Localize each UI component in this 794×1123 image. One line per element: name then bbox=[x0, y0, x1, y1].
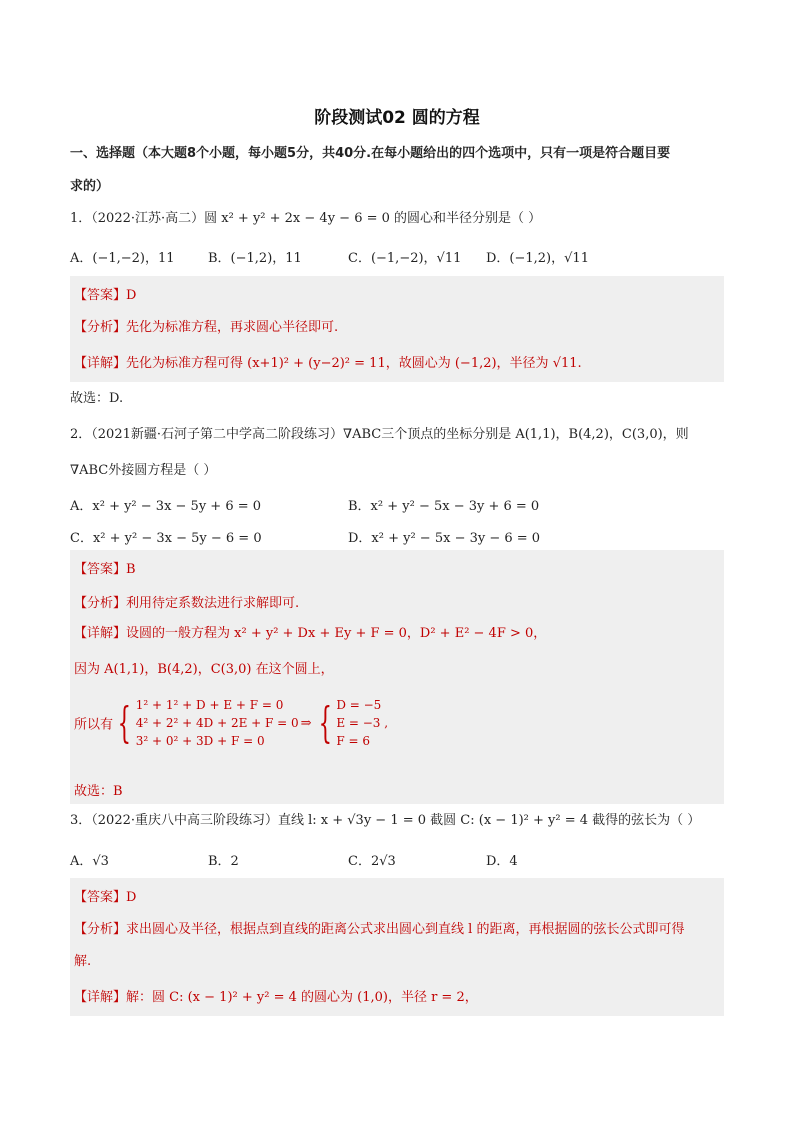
system-right: D = −5 E = −3 , F = 6 bbox=[336, 698, 389, 748]
q2-option-b: B．x² + y² − 5x − 3y + 6 = 0 bbox=[348, 499, 540, 514]
q1-option-b: B．(−1,2)，11 bbox=[208, 251, 302, 266]
q3-answer: 【答案】D bbox=[74, 890, 137, 905]
q1-detail: 【详解】先化为标准方程可得 (x+1)² + (y−2)² = 11，故圆心为 (−1,2)，半径为 √11. bbox=[74, 356, 582, 371]
left-brace: { bbox=[117, 698, 132, 747]
q2-answer: 【答案】B bbox=[74, 562, 136, 577]
q1-answer: 【答案】D bbox=[74, 288, 137, 303]
q2-choose: 故选：B bbox=[74, 784, 123, 799]
right-brace: { bbox=[318, 698, 332, 747]
q2-option-c: C．x² + y² − 3x − 5y − 6 = 0 bbox=[70, 531, 262, 546]
section-header-line1: 一、选择题（本大题8个小题，每小题5分，共40分.在每小题给出的四个选项中，只有一项是符合题目要 bbox=[70, 146, 671, 161]
q1-option-c: C．(−1,−2)，√11 bbox=[348, 251, 462, 266]
q3-option-b: B．2 bbox=[208, 854, 239, 869]
q2-stem-line2: ∇ABC外接圆方程是（ ） bbox=[70, 463, 217, 478]
q1-option-d: D．(−1,2)，√11 bbox=[486, 251, 589, 266]
q2-analysis: 【分析】利用待定系数法进行求解即可. bbox=[74, 596, 300, 611]
q2-solution-box bbox=[70, 550, 724, 804]
q1-choose: 故选：D. bbox=[70, 391, 124, 406]
q3-option-a: A．√3 bbox=[70, 854, 109, 869]
q2-stem-line1: 2．（2021新疆·石河子第二中学高二阶段练习）∇ABC三个顶点的坐标分别是 A(1,1)，B(4,2)，C(3,0)，则 bbox=[70, 427, 689, 442]
q3-detail: 【详解】解：圆 C: (x − 1)² + y² = 4 的圆心为 (1,0)，半径 r = 2， bbox=[74, 990, 478, 1005]
system-left: 1² + 1² + D + E + F = 0 4² + 2² + 4D + 2E + F = 0 3² + 0² + 3D + F = 0 bbox=[135, 698, 299, 748]
q1-solution-box bbox=[70, 276, 724, 382]
q1-option-a: A．(−1,−2)，11 bbox=[70, 251, 175, 266]
q2-detail-line2: 因为 A(1,1)，B(4,2)，C(3,0) 在这个圆上， bbox=[74, 662, 334, 677]
section-header-line2: 求的） bbox=[70, 179, 110, 194]
q1-stem: 1．（2022·江苏·高二）圆 x² + y² + 2x − 4y − 6 = 0 的圆心和半径分别是（ ） bbox=[70, 211, 542, 226]
q3-analysis: 【分析】求出圆心及半径，根据点到直线的距离公式求出圆心到直线 l 的距离，再根据圆的弦长公式即可得 bbox=[74, 922, 685, 937]
q2-equation-system: 所以有 { 1² + 1² + D + E + F = 0 4² + 2² + 4D + 2E + F = 0 3² + 0² + 3D + F = 0 ⇒ { D = −5 E = −3 , F = 6 bbox=[74, 698, 389, 748]
q1-analysis: 【分析】先化为标准方程，再求圆心半径即可. bbox=[74, 320, 339, 335]
q3-option-c: C．2√3 bbox=[348, 854, 396, 869]
q2-option-a: A．x² + y² − 3x − 5y + 6 = 0 bbox=[70, 499, 262, 514]
q2-option-d: D．x² + y² − 5x − 3y − 6 = 0 bbox=[348, 531, 541, 546]
page-title: 阶段测试02 圆的方程 bbox=[314, 108, 480, 128]
q3-analysis-line2: 解. bbox=[74, 954, 92, 969]
q3-stem: 3．（2022·重庆八中高三阶段练习）直线 l: x + √3y − 1 = 0 截圆 C: (x − 1)² + y² = 4 截得的弦长为（ ） bbox=[70, 813, 701, 828]
q3-option-d: D．4 bbox=[486, 854, 518, 869]
q2-detail: 【详解】设圆的一般方程为 x² + y² + Dx + Ey + F = 0，D² + E² − 4F > 0， bbox=[74, 626, 547, 641]
q3-solution-box bbox=[70, 878, 724, 1016]
